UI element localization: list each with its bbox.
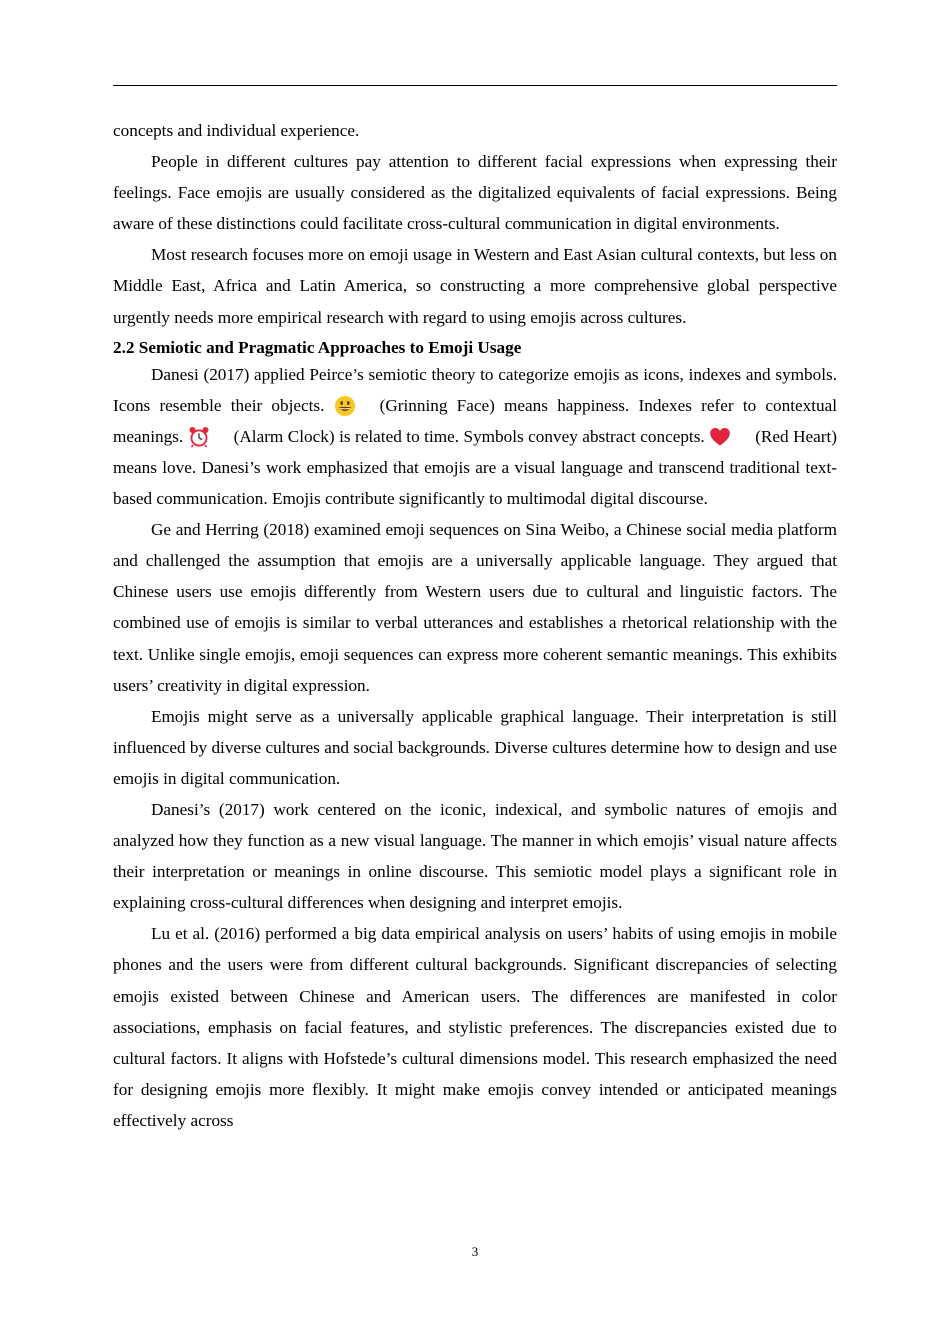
paragraph-danesi-work: Danesi’s (2017) work centered on the iconic, indexical, and symbolic natures of emojis and analyzed how they function as a new visual language. The manner in which emojis’ visual nature affects their interpretation or meanings in online discourse. This semiotic model plays a significant role in explaining cross-cultural differences when designing and interpret emojis. [113, 799, 837, 913]
red-heart-icon [709, 426, 733, 446]
paragraph-facial-expressions: People in different cultures pay attention to different facial expressions when expressing their feelings. Face emojis are usually considered as the digitalized equivalents of facial expressions. Being aware of these distinctions could facilitate cross-cultural communication in digital environments. [113, 152, 837, 234]
header-rule [113, 85, 837, 86]
section-heading: 2.2 Semiotic and Pragmatic Approaches to Emoji Usage [113, 337, 522, 357]
paragraph-ge-herring: Ge and Herring (2018) examined emoji sequences on Sina Weibo, a Chinese social media platform and challenged the assumption that emojis are a universally applicable language. They argued that Chinese users use emojis differently from Western users due to cultural and linguistic factors. The combined use of emojis is similar to verbal utterances and establishes a rhetorical relationship with the text. Unlike single emojis, emoji sequences can express more coherent semantic meanings. This exhibits users’ creativity in digital expression. [113, 520, 837, 695]
text-run: (Red Heart) means love. Danesi’s work emphasized that emojis are a visual language and transcend traditional text-based communication. Emojis contribute significantly to multimodal digital discourse. [113, 426, 837, 509]
paragraph-danesi-semiotic [113, 359, 837, 514]
text-run: (Grinning Face) means happiness. Indexes refer to contextual meanings. [113, 395, 838, 446]
paragraph-universal-language: Emojis might serve as a universally applicable graphical language. Their interpretation is still influenced by diverse cultures and social backgrounds. Diverse cultures determine how to design and use emojis in digital communication. [113, 706, 837, 788]
page-number: 3 [471, 1244, 479, 1259]
paragraph-research-focus: Most research focuses more on emoji usage in Western and East Asian cultural contexts, but less on Middle East, Africa and Latin America, so constructing a more comprehensive global perspective urgently needs more empirical research with regard to using emojis across cultures. [113, 245, 837, 327]
page-body [113, 115, 837, 1136]
grinning-face-icon [334, 395, 358, 415]
paragraph-lu-et-al: Lu et al. (2016) performed a big data empirical analysis on users’ habits of using emojis in mobile phones and the users were from different cultural backgrounds. Significant discrepancies of selecting emojis existed between Chinese and American users. The differences are manifested in color associations, emphasis on facial features, and stylistic preferences. The discrepancies existed due to cultural factors. It aligns with Hofstede’s cultural dimensions model. This research emphasized the need for designing emojis more flexibly. It might make emojis convey intended or anticipated meanings effectively across [113, 924, 837, 1130]
paragraph-continuation: concepts and individual experience. [113, 121, 360, 140]
text-run: Danesi (2017) applied Peirce’s semiotic theory to categorize emojis as icons, indexes and symbols. Icons resemble their objects. [113, 364, 837, 415]
alarm-clock-icon [188, 426, 212, 446]
text-run: (Alarm Clock) is related to time. Symbols convey abstract concepts. [233, 426, 705, 446]
